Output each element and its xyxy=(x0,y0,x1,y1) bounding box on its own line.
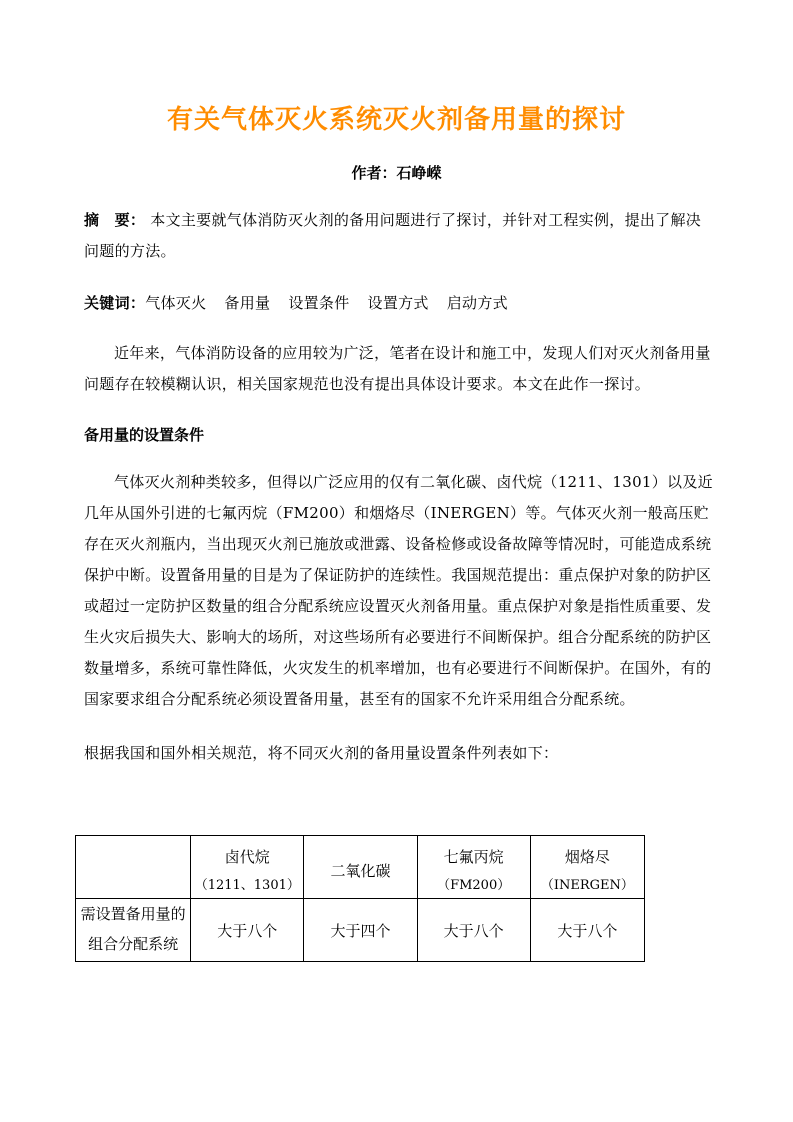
header-sub: （1211、1301） xyxy=(194,878,300,893)
table-cell: 大于八个 xyxy=(530,899,644,962)
table-row xyxy=(76,899,645,962)
header-main: 卤代烷 xyxy=(224,848,270,866)
document-title: 有关气体灭火系统灭火剂备用量的探讨 xyxy=(166,105,626,135)
table-cell: 大于八个 xyxy=(191,899,304,962)
header-main: 烟烙尽 xyxy=(564,848,610,866)
spec-table xyxy=(75,835,645,962)
table-header-cell xyxy=(76,836,191,899)
table-intro: 根据我国和国外相关规范，将不同灭火剂的备用量设置条件列表如下： xyxy=(84,744,559,762)
keywords-label: 关键词： xyxy=(84,294,146,312)
abstract-text: 本文主要就气体消防灭火剂的备用问题进行了探讨，并针对工程实例，提出了解决问题的方法。 xyxy=(84,211,702,260)
keyword-item: 设置方式 xyxy=(367,294,429,312)
table-header-cell xyxy=(304,836,417,899)
table-cell: 大于八个 xyxy=(417,899,530,962)
table-header-row xyxy=(76,836,645,899)
row-label-cell xyxy=(76,899,191,962)
keyword-item: 设置条件 xyxy=(288,294,350,312)
table-header-cell xyxy=(191,836,304,899)
header-sub: （INERGEN） xyxy=(540,878,634,893)
abstract-label: 摘 要： xyxy=(84,211,146,229)
section-heading: 备用量的设置条件 xyxy=(84,426,205,444)
header-sub: （FM200） xyxy=(437,878,511,893)
keywords-line xyxy=(84,288,714,319)
table-header-cell xyxy=(417,836,530,899)
table-header-cell xyxy=(530,836,644,899)
intro-paragraph: 近年来，气体消防设备的应用较为广泛，笔者在设计和施工中，发现人们对灭火剂备用量问题存在较模糊认识，相关国家规范也没有提出具体设计要求。本文在此作一探讨。 xyxy=(84,344,711,393)
author-line: 作者：石峥嵘 xyxy=(351,164,442,182)
keyword-item: 启动方式 xyxy=(446,294,508,312)
row-label: 需设置备用量的组合分配系统 xyxy=(80,905,186,953)
keyword-item: 气体灭火 xyxy=(145,294,207,312)
body-paragraph: 气体灭火剂种类较多，但得以广泛应用的仅有二氧化碳、卤代烷（1211、1301）以及近几年从国外引进的七氟丙烷（FM200）和烟烙尽（INERGEN）等。气体灭火剂一般高压贮存在灭火剂瓶内，当出现灭火剂已施放或泄露、设备检修或设备故障等情况时，可能造成系统保护中断。设置备用量的目是为了保证防护的连续性。我国规范提出：重点保护对象的防护区或超过一定防护区数量的组合分配系统应设置灭火剂备用量。重点保护对象是指性质重要、发生火灾后损失大、影响大的场所，对这些场所有必要进行不间断保护。组合分配系统的防护区数量增多，系统可靠性降低，火灾发生的机率增加，也有必要进行不间断保护。在国外，有的国家要求组合分配系统必须设置备用量，甚至有的国家不允许采用组合分配系统。 xyxy=(84,473,713,708)
abstract-paragraph xyxy=(84,205,714,267)
header-main: 二氧化碳 xyxy=(330,861,391,880)
table-cell: 大于四个 xyxy=(304,899,417,962)
header-main: 七氟丙烷 xyxy=(443,848,504,866)
keyword-item: 备用量 xyxy=(224,294,271,312)
